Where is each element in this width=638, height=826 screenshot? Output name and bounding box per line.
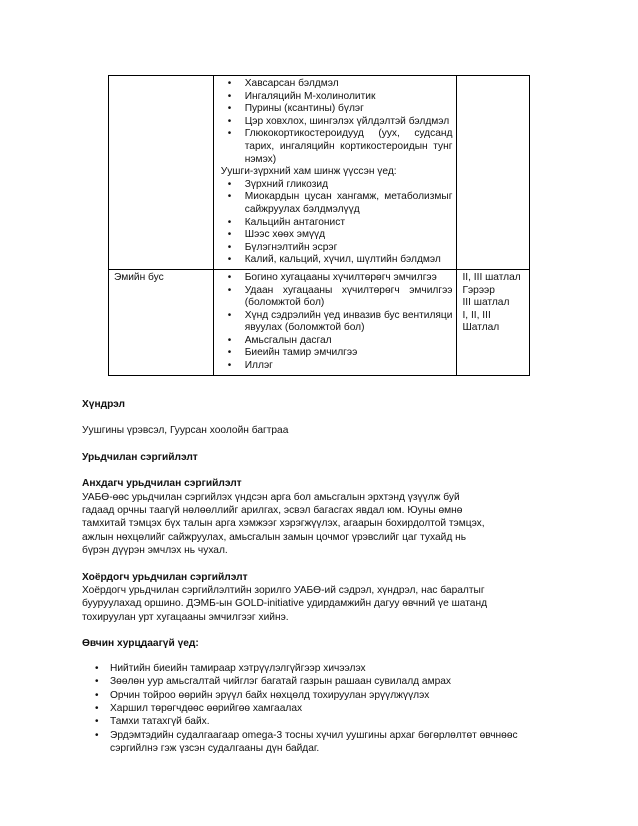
table-row (109, 269, 530, 375)
level-line: II, III шатлал (462, 271, 521, 283)
list-item-line: Эрдэмтэдийн судалгаагаар omega-3 тосны хүчил уушгины архаг бөгөрлөлтөт өвчнөөс (110, 729, 518, 741)
secondary-prevention-heading: Хоёрдогч урьдчилан сэргийлэлт (82, 571, 248, 583)
complication-text: Уушгины үрэвсэл, Гуурсан хоолойн багтраа (82, 425, 289, 437)
cor-pulmonale-list (219, 179, 453, 267)
table-cell-content (213, 76, 457, 270)
list-item: • Богино хугацааны хүчилтөрөгч эмчилгээ (219, 272, 453, 285)
list-item: • Зөөлөн уур амьсгалтай чийглэг багатай газрын рашаан сувилалд амрах (82, 675, 560, 688)
level-line: Гэрээр (462, 284, 495, 296)
list-item: • Калий, кальций, хүчил, шүлтийн бэлдмэл (219, 254, 453, 267)
paragraph-line: ажлын нөхцөлийг сайжруулах, амьсгалын замын цочмог үрэвслийг цаг тухайд нь (82, 531, 467, 543)
level-line: I, II, III (462, 309, 491, 321)
paragraph-line: бүрэн дүүрэн эмчлэх нь чухал. (82, 545, 228, 557)
table-row (109, 76, 530, 270)
complication-heading: Хүндрэл (82, 399, 126, 410)
list-item: • Орчин тойроо өөрийн эрүүл байх нөхцөлд тохируулан эрүүлжүүлэх (82, 689, 560, 702)
table-cell-category: Эмийн бус (109, 269, 214, 375)
list-item: • Миокардын цусан хангамж, метаболизмыг сайжруулах бэлдмэлүүд (219, 191, 453, 216)
list-item: • Глюкокортикостероидууд (уух, судсанд тарих, ингаляцийн кортикостероидын тунг нэмэх) (219, 128, 453, 166)
list-item: • Шээс хөөх эмүүд (219, 229, 453, 242)
document-body (82, 398, 560, 756)
level-line: III шатлал (462, 297, 510, 309)
paragraph-line: УАБӨ-өөс урьдчилан сэргийлэх үндсэн арга бол амьсгалын эрхтэнд үзүүлж буй (82, 491, 460, 503)
list-item: • Харшил төрөгчдөөс өөрийгөө хамгаалах (82, 702, 560, 715)
list-item: • Хавсарсан бэлдмэл (219, 78, 453, 91)
non-drug-list (219, 272, 453, 373)
treatment-table (108, 75, 530, 376)
paragraph-line: Хоёрдогч урьдчилан сэргийлэлтийн зорилго УАБӨ-ий сэдрэл, хүндрэл, нас баралтыг (82, 585, 485, 597)
list-item: • Ингаляцийн М-холинолитик (219, 91, 453, 104)
paragraph-line: тамхитай тэмцэх бүх талын арга хэмжээг хэрэгжүүлэх, агаарын бохирдолтой тэмцэх, (82, 518, 485, 530)
list-item-line: сэргийлнэ гэж үзсэн судалгааны дүн байдаг. (110, 743, 320, 755)
list-item: • Иллэг (219, 360, 453, 373)
non-acute-heading: Өвчин хурцдаагүй үед: (82, 638, 199, 650)
list-item: • Зүрхний гликозид (219, 179, 453, 192)
list-item: • Цэр ховхлох, шингэлэх үйлдэлтэй бэлдмэл (219, 116, 453, 129)
paragraph-line: гадаад орчны таагүй нөлөөллийг арилгах, эсвэл багасгах явдал юм. Юуны өмнө (82, 505, 463, 517)
list-item: • Бүлэгнэлтийн эсрэг (219, 242, 453, 255)
list-item: • Хүнд сэдрэлийн үед инвазив бус вентиляци явуулах (боломжтой бол) (219, 310, 453, 335)
list-item: • Пурины (ксантины) бүлэг (219, 103, 453, 116)
prevention-heading: Урьдчилан сэргийлэлт (82, 451, 198, 463)
list-item: • Кальцийн антагонист (219, 217, 453, 230)
list-item: • Удаан хугацааны хүчилтөрөгч эмчилгээ (боломжтой бол) (219, 285, 453, 310)
cor-pulmonale-subheading: Уушги-зүрхний хам шинж үүссэн үед: (220, 166, 397, 178)
list-item: • Тамхи татахгүй байх. (82, 715, 560, 728)
paragraph-line: тохируулан урт хугацааны эмчилгээг хийнэ. (82, 611, 289, 623)
list-item: • Биеийн тамир эмчилгээ (219, 347, 453, 360)
table-cell-level (457, 269, 530, 375)
table-cell-category (109, 76, 214, 270)
table-cell-content (213, 269, 457, 375)
list-item (82, 729, 560, 756)
medication-list (219, 78, 453, 166)
paragraph-line: бууруулахад оршино. ДЭМБ-ын GOLD-initiative удирдамжийн дагуу өвчний үе шатанд (82, 598, 488, 610)
table-cell-level (457, 76, 530, 270)
level-line: Шатлал (462, 322, 500, 334)
primary-prevention-heading: Анхдагч урьдчилан сэргийлэлт (82, 478, 242, 490)
list-item: • Амьсгалын дасгал (219, 335, 453, 348)
list-item: • Нийтийн биеийн тамираар хэтрүүлэлгүйгээр хичээлэх (82, 662, 560, 675)
non-acute-list (82, 662, 560, 756)
